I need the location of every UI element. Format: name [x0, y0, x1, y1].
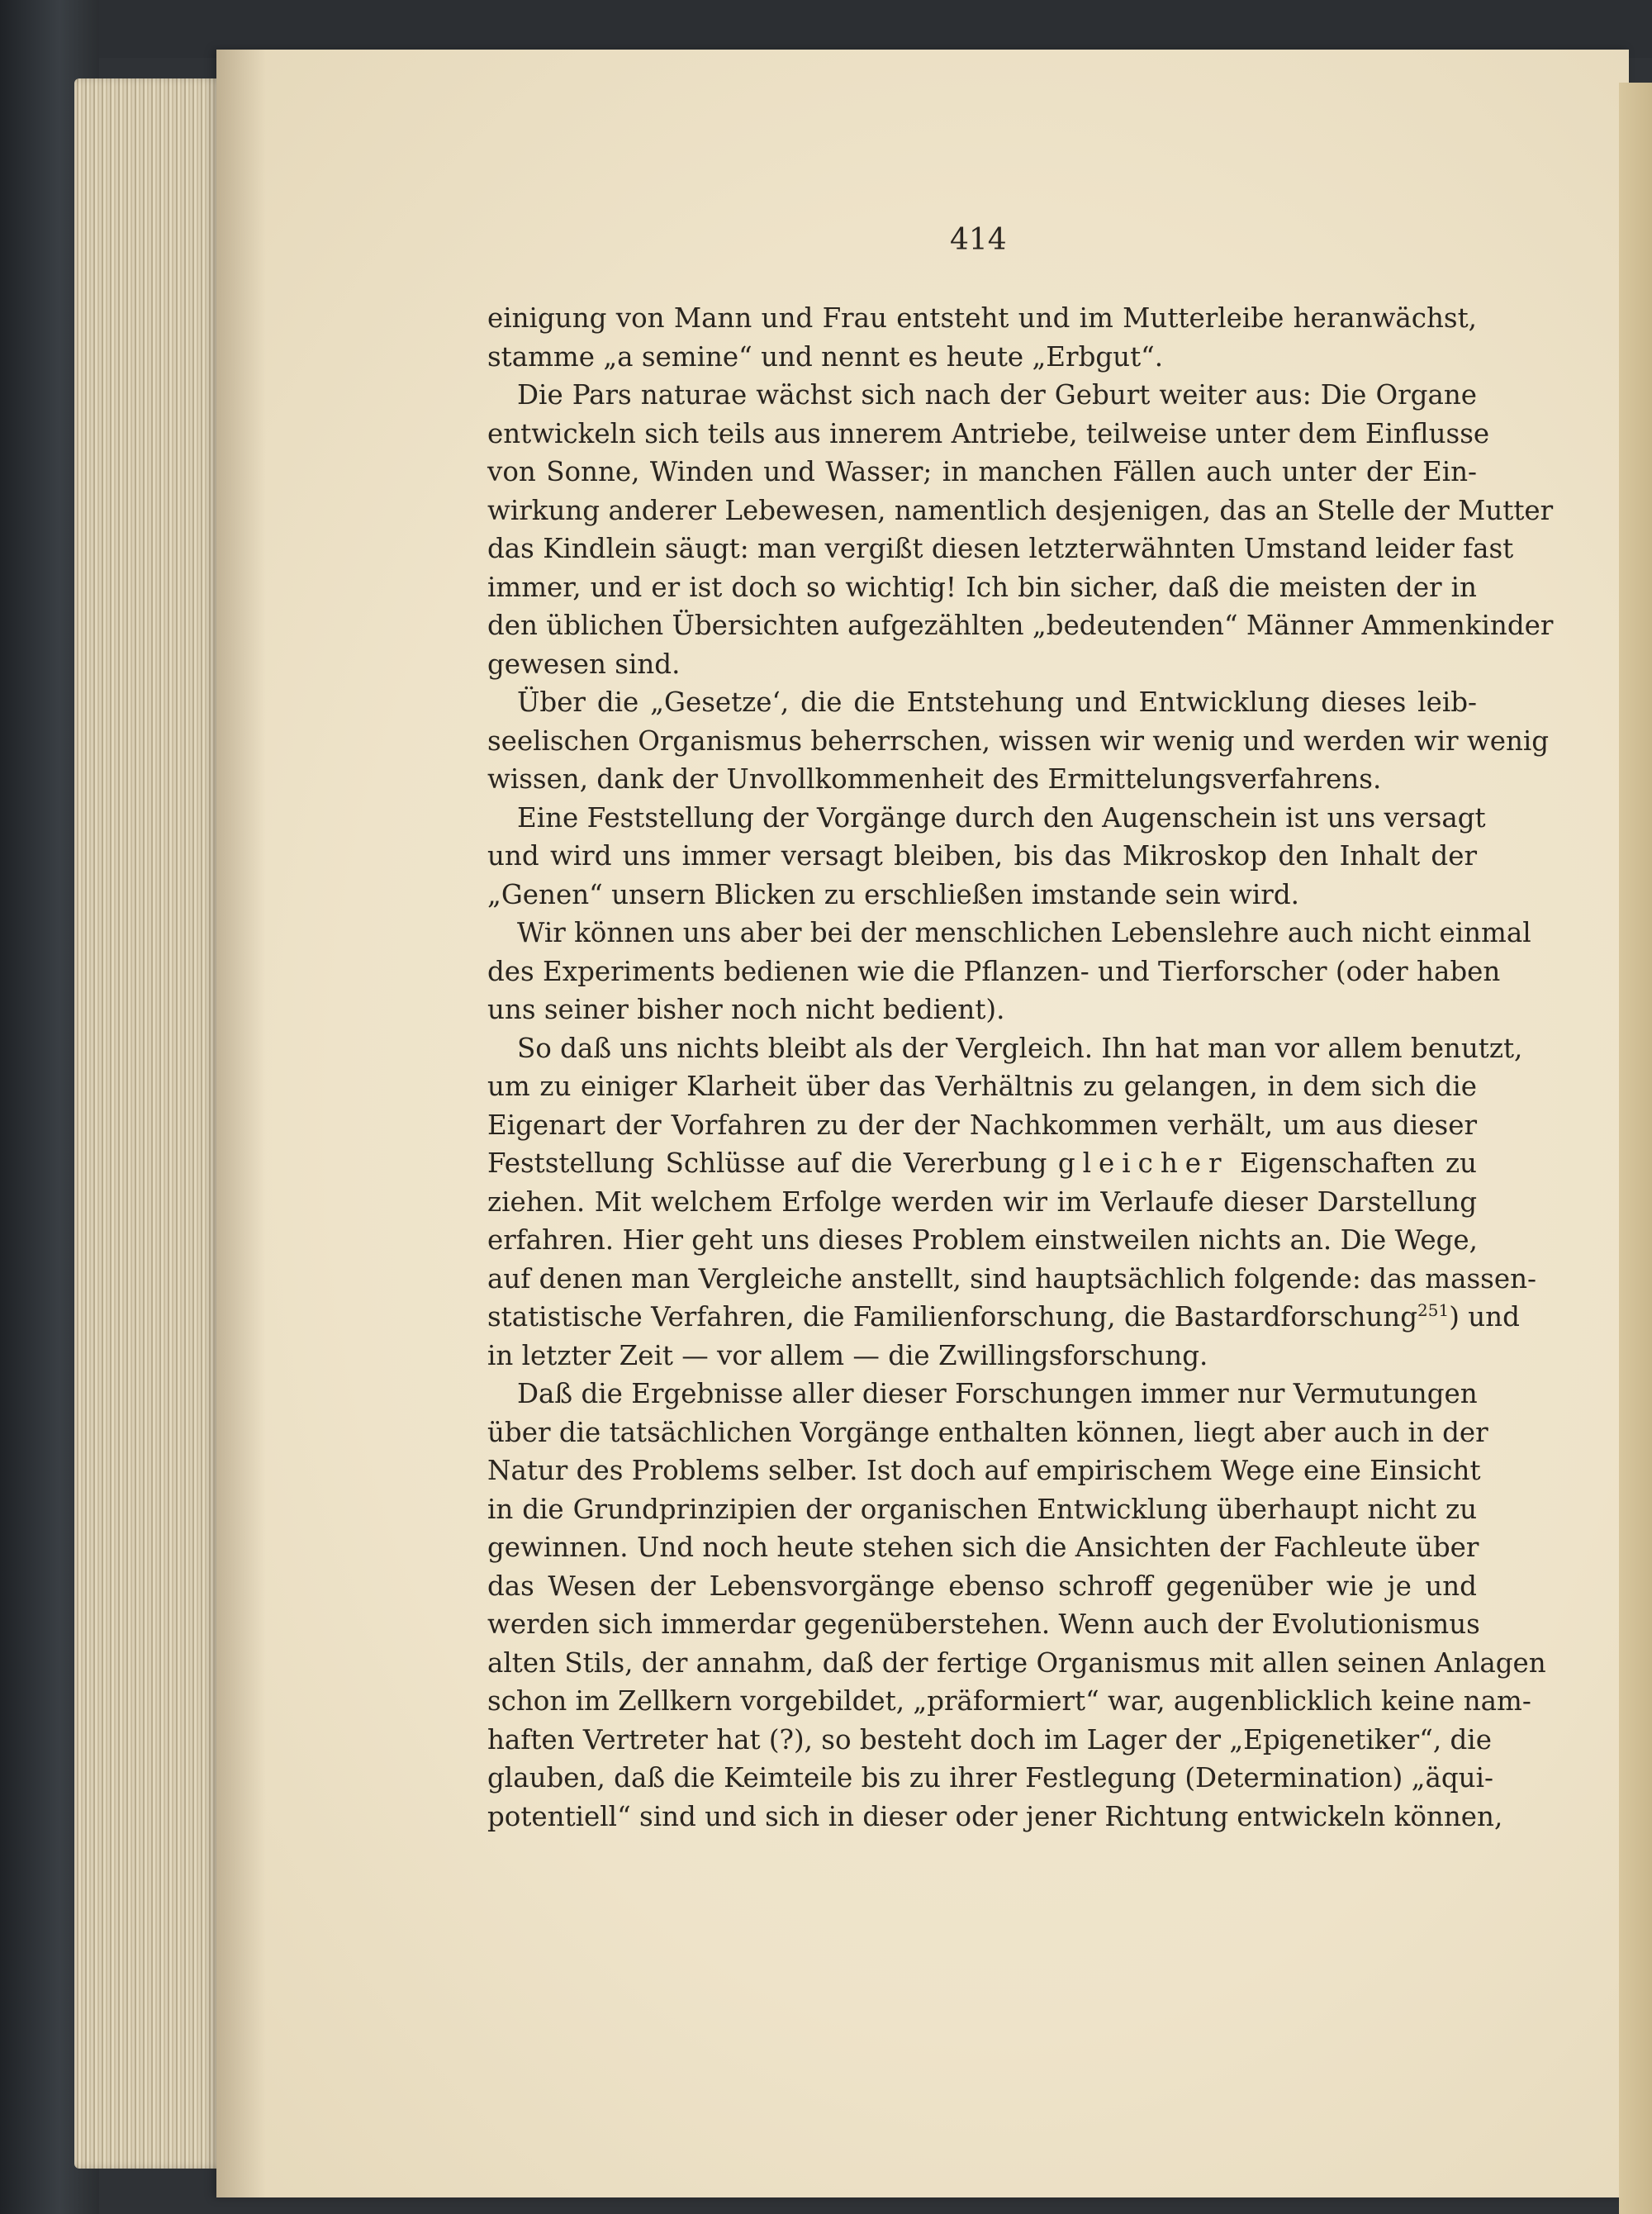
- text-line: uns seiner bisher noch nicht bedient).: [487, 994, 1005, 1025]
- text-line: um zu einiger Klarheit über das Verhältnis zu gelangen, in dem sich die: [487, 1071, 1477, 1102]
- text-line: Die Pars naturae wächst sich nach der Geburt weiter aus: Die Organe: [517, 379, 1477, 411]
- text-line: [487, 1144, 1477, 1183]
- text-line: [487, 1298, 1520, 1337]
- text-line: über die tatsächlichen Vorgänge enthalten können, liegt aber auch in der: [487, 1416, 1488, 1448]
- text-segment: ) und: [1449, 1301, 1520, 1333]
- text-line: immer, und er ist doch so wichtig! Ich bin sicher, daß die meisten der in: [487, 571, 1477, 603]
- text-line: Eine Feststellung der Vorgänge durch den Augenschein ist uns versagt: [517, 801, 1486, 834]
- text-line: So daß uns nichts bleibt als der Vergleich. Ihn hat man vor allem benutzt,: [517, 1032, 1523, 1064]
- text-segment: Feststellung Schlüsse auf die Vererbung: [487, 1147, 1058, 1179]
- text-line: wirkung anderer Lebewesen, namentlich desjenigen, das an Stelle der Mutter: [487, 494, 1554, 526]
- text-line: „Genen“ unsern Blicken zu erschließen imstande sein wird.: [487, 878, 1299, 910]
- text-line: Über die „Gesetze‘, die die Entstehung und Entwicklung dieses leib-: [517, 687, 1477, 718]
- text-line: alten Stils, der annahm, daß der fertige Organismus mit allen seinen Anlagen: [487, 1646, 1546, 1679]
- text-line: haften Vertreter hat (?), so besteht doch im Lager der „Epigenetiker“, die: [487, 1723, 1492, 1756]
- text-line: in letzter Zeit — vor allem — die Zwillingsforschung.: [487, 1339, 1208, 1371]
- text-line: entwickeln sich teils aus innerem Antriebe, teilweise unter dem Einflusse: [487, 417, 1490, 449]
- text-line: glauben, daß die Keimteile bis zu ihrer Festlegung (Determination) „äqui-: [487, 1762, 1493, 1794]
- page-number: 414: [950, 223, 1007, 257]
- text-line: in die Grundprinzipien der organischen Entwicklung überhaupt nicht zu: [487, 1493, 1477, 1525]
- spaced-emphasis: gleicher: [1057, 1147, 1229, 1179]
- text-line: schon im Zellkern vorgebildet, „präformiert“ war, augenblicklich keine nam-: [487, 1685, 1531, 1717]
- text-line: Daß die Ergebnisse aller dieser Forschungen immer nur Vermutungen: [517, 1378, 1478, 1409]
- text-segment: Eigenschaften zu: [1228, 1147, 1477, 1179]
- facing-page-edge: [1619, 83, 1652, 2214]
- text-line: Natur des Problems selber. Ist doch auf empirischem Wege eine Einsicht: [487, 1455, 1481, 1486]
- body-text: [487, 299, 1554, 1836]
- text-line: von Sonne, Winden und Wasser; in manchen Fällen auch unter der Ein-: [487, 456, 1477, 487]
- page-edges: [74, 78, 240, 2169]
- text-segment: statistische Verfahren, die Familienforschung, die Bastardforschung: [487, 1301, 1418, 1333]
- text-line: erfahren. Hier geht uns dieses Problem einstweilen nichts an. Die Wege,: [487, 1224, 1478, 1256]
- text-line: Wir können uns aber bei der menschlichen Lebenslehre auch nicht einmal: [517, 917, 1531, 948]
- text-line: einigung von Mann und Frau entsteht und im Mutterleibe heranwächst,: [487, 302, 1477, 334]
- text-line: seelischen Organismus beherrschen, wissen wir wenig und werden wir wenig: [487, 725, 1550, 757]
- gutter-shadow: [216, 50, 266, 2197]
- text-line: wissen, dank der Unvollkommenheit des Ermittelungsverfahrens.: [487, 763, 1382, 795]
- text-line: auf denen man Vergleiche anstellt, sind hauptsächlich folgende: das massen-: [487, 1262, 1537, 1295]
- text-line: stamme „a semine“ und nennt es heute „Erbgut“.: [487, 340, 1164, 373]
- text-line: und wird uns immer versagt bleiben, bis das Mikroskop den Inhalt der: [487, 840, 1477, 872]
- text-line: werden sich immerdar gegenüberstehen. Wenn auch der Evolutionismus: [487, 1608, 1480, 1640]
- text-line: Eigenart der Vorfahren zu der der Nachkommen verhält, um aus dieser: [487, 1109, 1477, 1141]
- text-line: gewesen sind.: [487, 648, 681, 680]
- text-line: das Wesen der Lebensvorgänge ebenso schroff gegenüber wie je und: [487, 1570, 1477, 1602]
- text-line: den üblichen Übersichten aufgezählten „bedeutenden“ Männer Ammenkinder: [487, 610, 1554, 641]
- footnote-marker: 251: [1417, 1300, 1450, 1320]
- text-line: potentiell“ sind und sich in dieser oder jener Richtung entwickeln können,: [487, 1800, 1503, 1832]
- text-line: des Experiments bedienen wie die Pflanzen- und Tierforscher (oder haben: [487, 955, 1501, 987]
- text-line: ziehen. Mit welchem Erfolge werden wir im Verlaufe dieser Darstellung: [487, 1185, 1477, 1218]
- text-line: das Kindlein säugt: man vergißt diesen letzterwähnten Umstand leider fast: [487, 533, 1514, 564]
- text-line: gewinnen. Und noch heute stehen sich die Ansichten der Fachleute über: [487, 1532, 1479, 1563]
